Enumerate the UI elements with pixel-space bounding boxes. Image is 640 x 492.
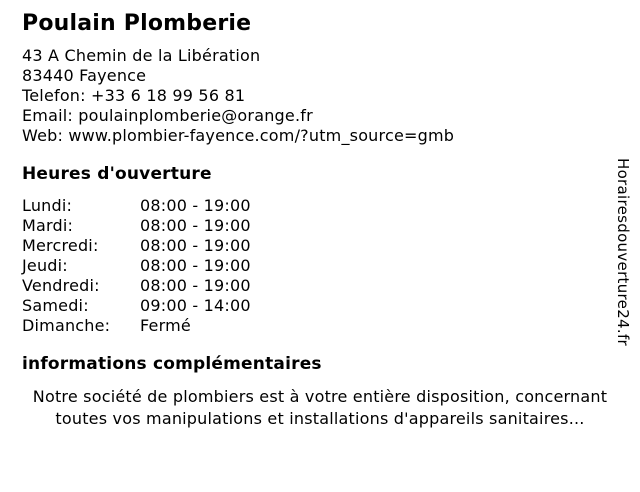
phone-line: Telefon: +33 6 18 99 56 81 [22, 86, 246, 105]
day-label: Mercredi: [22, 236, 99, 255]
day-label: Lundi: [22, 196, 73, 215]
additional-info-heading: informations complémentaires [22, 354, 322, 374]
hours-row-friday [22, 276, 640, 296]
email-line: Email: poulainplomberie@orange.fr [22, 106, 313, 125]
day-label: Samedi: [22, 296, 89, 315]
day-label: Mardi: [22, 216, 74, 235]
contact-block [22, 46, 640, 146]
hours-heading: Heures d'ouverture [22, 164, 212, 184]
day-label: Dimanche: [22, 316, 111, 335]
business-name: Poulain Plomberie [22, 11, 252, 36]
watermark-site-label: Horairesdouverture24.fr [614, 158, 632, 346]
hours-value: Fermé [140, 316, 191, 335]
hours-value: 08:00 - 19:00 [140, 236, 251, 255]
hours-row-tuesday [22, 216, 640, 236]
hours-row-monday [22, 196, 640, 216]
hours-table [22, 196, 640, 336]
business-hours-page [0, 12, 640, 492]
address-line-1: 43 A Chemin de la Libération [22, 46, 261, 65]
hours-row-saturday [22, 296, 640, 316]
day-label: Jeudi: [22, 256, 68, 275]
hours-value: 09:00 - 14:00 [140, 296, 251, 315]
additional-info-text: Notre société de plombiers est à votre entière disposition, concernant toutes vos manipulations et installations d'appareils sanitaires... [32, 387, 608, 428]
hours-value: 08:00 - 19:00 [140, 256, 251, 275]
hours-row-sunday [22, 316, 640, 336]
hours-value: 08:00 - 19:00 [140, 196, 251, 215]
hours-value: 08:00 - 19:00 [140, 276, 251, 295]
day-label: Vendredi: [22, 276, 100, 295]
hours-row-thursday [22, 256, 640, 276]
hours-value: 08:00 - 19:00 [140, 216, 251, 235]
web-line: Web: www.plombier-fayence.com/?utm_source=gmb [22, 126, 455, 145]
address-line-2: 83440 Fayence [22, 66, 147, 85]
hours-row-wednesday [22, 236, 640, 256]
